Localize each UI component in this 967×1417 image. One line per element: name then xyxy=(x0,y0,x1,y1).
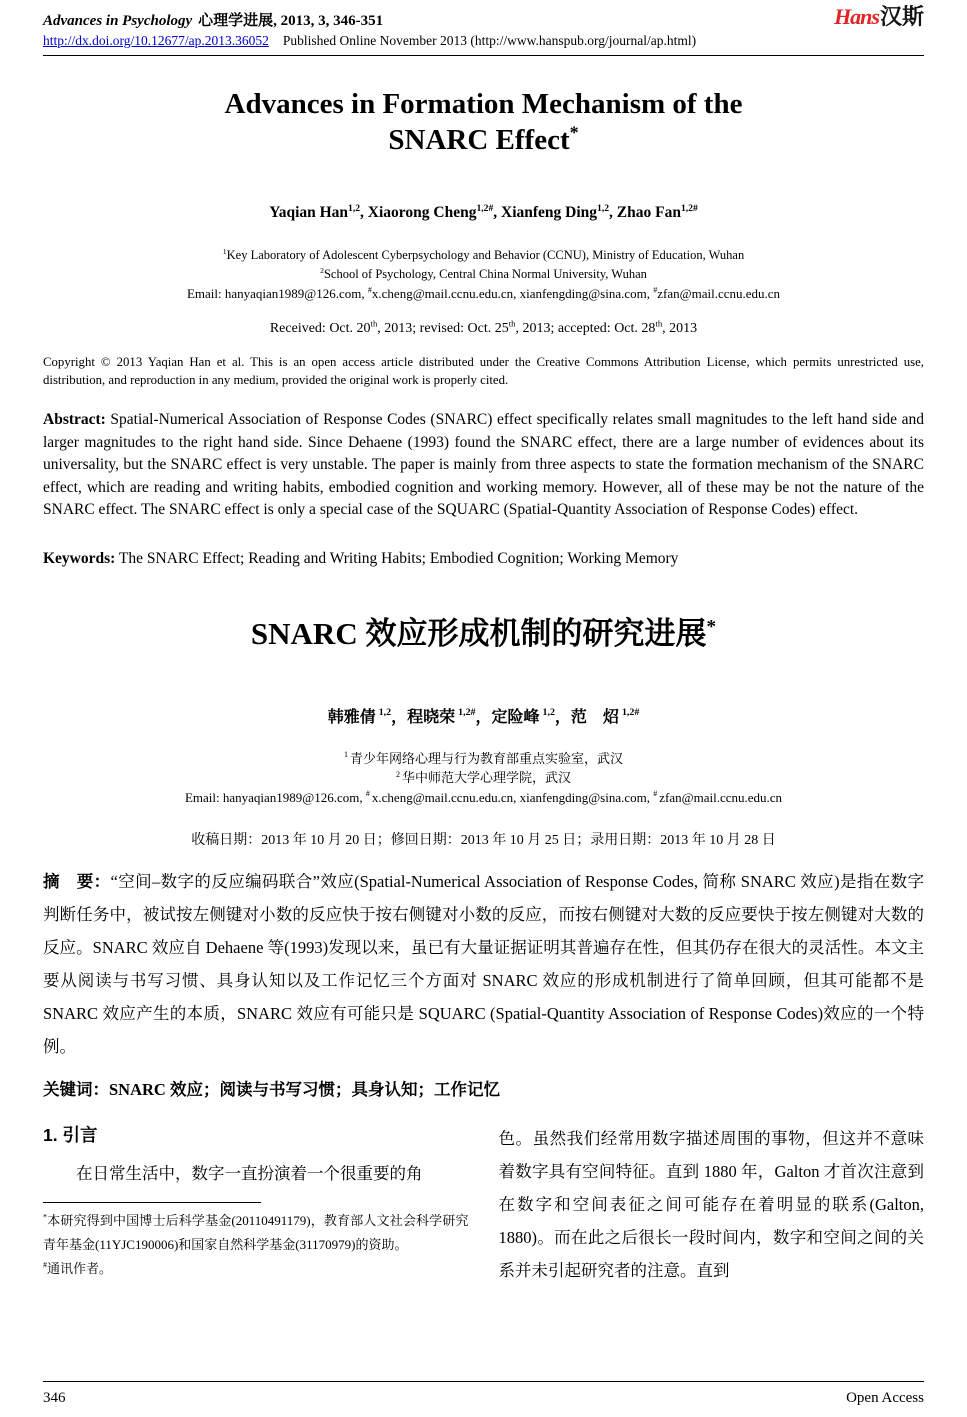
footnote-block xyxy=(43,1202,469,1281)
author-en-1: Yaqian Han xyxy=(269,204,349,221)
title-en-footnote-mark: * xyxy=(569,122,579,143)
left-column xyxy=(43,1122,469,1287)
author-cn-2-sup: 1,2# xyxy=(458,707,476,719)
author-cn-2: 程晓荣 xyxy=(407,708,456,726)
author-en-4-sup: 1,2# xyxy=(680,202,698,214)
keywords-cn xyxy=(43,1073,924,1106)
abstract-en xyxy=(43,409,924,522)
affiliation-cn-1 xyxy=(43,749,924,769)
affil-cn-2-sup: 2 xyxy=(395,769,400,779)
abstract-text-cn: “空间–数字的反应编码联合”效应(Spatial-Numerical Association of Response Codes, 简称 SNARC 效应)是指在数字判断任务中，被试按左侧键对小数的反应快于按右侧键对小数的反应，而按右侧键对大数的反应要快于按左侧键对大数的反应。SNARC 效应自 Dehaene 等(1993)发现以来，虽已有大量证据证明其普遍存在性，但其仍存在很大的灵活性。本文主要从阅读与书写习惯、具身认知以及工作记忆三个方面对 SNARC 效应的形成机制进行了简单回顾，但其可能都不是 SNARC 效应产生的本质，SNARC 效应有可能只是 SQUARC (Spatial-Quantity Association of Response Codes)效应的一个特例。 xyxy=(43,872,924,1056)
affil-1-sup: 1 xyxy=(222,246,227,256)
author-cn-1: 韩雅倩 xyxy=(327,708,376,726)
footnote-corresponding xyxy=(43,1257,469,1281)
page-number: 346 xyxy=(43,1390,66,1406)
author-en-1-sup: 1,2 xyxy=(348,202,361,214)
left-column-paragraph: 在日常生活中，数字一直扮演着一个很重要的角 xyxy=(76,1164,423,1183)
hans-logo-en: Hans xyxy=(834,4,879,29)
publisher-logo xyxy=(834,5,924,29)
received-seg: , 2013; revised: Oct. 25 xyxy=(377,321,509,336)
keywords-label-cn: 关键词： xyxy=(43,1080,109,1099)
email-line-cn xyxy=(43,788,924,808)
email-part-1: Email: hanyaqian1989@126.com, xyxy=(186,286,368,301)
author-sep: , xyxy=(493,204,502,221)
email-line-en xyxy=(43,284,924,303)
author-sep: , xyxy=(360,204,368,221)
body-columns xyxy=(43,1122,924,1287)
header-row-2 xyxy=(43,33,924,49)
journal-header xyxy=(43,0,924,56)
received-seg: Received: Oct. 20 xyxy=(269,321,371,336)
affil-cn-1-text: 青少年网络心理与行为教育部重点实验室，武汉 xyxy=(350,750,624,766)
affil-2-sup: 2 xyxy=(320,265,324,275)
author-sep: ， xyxy=(475,708,492,726)
footnote-funding-text: 本研究得到中国博士后科学基金(20110491179)，教育部人文社会科学研究青年基金(11YJC190006)和国家自然科学基金(31170979)的资助。 xyxy=(43,1213,469,1252)
affil-cn-2-text: 华中师范大学心理学院，武汉 xyxy=(402,770,572,785)
footnote-corresponding-text: 通讯作者。 xyxy=(47,1261,113,1276)
email-part-2: x.cheng@mail.ccnu.edu.cn, xianfengding@sina.com, xyxy=(371,286,654,301)
journal-info xyxy=(43,5,383,30)
right-column xyxy=(499,1122,925,1287)
keywords-en xyxy=(43,548,924,570)
journal-issue: 心理学进展, 2013, 3, 346-351 xyxy=(198,13,384,29)
abstract-cn xyxy=(43,865,924,1063)
email-part-3: zfan@mail.ccnu.edu.cn xyxy=(659,789,783,805)
received-line-en xyxy=(43,318,924,337)
copyright-notice: Copyright © 2013 Yaqian Han et al. This is an open access article distributed under the Creative Commons Attribution License, which permits unrestricted use, distribution, and reproduction in any medium, provided the original work is properly cited. xyxy=(43,355,924,387)
footnote-divider xyxy=(43,1202,261,1203)
keywords-text-en: The SNARC Effect; Reading and Writing Habits; Embodied Cognition; Working Memory xyxy=(115,549,679,567)
title-en-line1: Advances in Formation Mechanism of the xyxy=(224,88,743,120)
abstract-label-cn: 摘 要： xyxy=(43,872,111,891)
author-cn-4: 范 炤 xyxy=(570,708,619,726)
author-en-2-sup: 1,2# xyxy=(476,202,494,214)
affiliation-cn-2 xyxy=(43,768,924,788)
author-sep: ， xyxy=(554,708,571,726)
hans-logo-cn: 汉斯 xyxy=(879,4,924,29)
author-en-2: Xiaorong Cheng xyxy=(367,204,477,221)
footnote-asterisk: * xyxy=(43,1212,48,1222)
keywords-text-cn: SNARC 效应；阅读与书写习惯；具身认知；工作记忆 xyxy=(109,1080,500,1099)
author-cn-3: 定险峰 xyxy=(491,708,540,726)
email-part-3: zfan@mail.ccnu.edu.cn xyxy=(657,286,781,301)
email-hash-2: # xyxy=(653,789,658,799)
received-seg: , 2013; accepted: Oct. 28 xyxy=(515,321,656,336)
author-en-3: Xianfeng Ding xyxy=(501,204,598,221)
author-cn-3-sup: 1,2 xyxy=(542,707,555,719)
received-seg: , 2013 xyxy=(662,321,698,336)
affiliation-en-1 xyxy=(43,246,924,265)
email-hash-1: # xyxy=(367,285,372,295)
author-cn-4-sup: 1,2# xyxy=(621,707,640,719)
author-sep: , xyxy=(609,204,617,221)
received-sup: th xyxy=(508,318,516,329)
affiliation-en-2 xyxy=(43,265,924,284)
title-en-line2: SNARC Effect xyxy=(388,124,570,156)
affil-2-text: School of Psychology, Central China Normal University, Wuhan xyxy=(323,267,647,281)
published-info: Published Online November 2013 (http://www.hanspub.org/journal/ap.html) xyxy=(282,33,697,48)
author-sep: ， xyxy=(391,708,408,726)
email-part-2: x.cheng@mail.ccnu.edu.cn, xianfengding@sina.com, xyxy=(371,789,654,805)
author-en-4: Zhao Fan xyxy=(616,204,681,221)
authors-en xyxy=(43,204,924,222)
affil-1-text: Key Laboratory of Adolescent Cyberpsychology and Behavior (CCNU), Ministry of Education, Wuhan xyxy=(226,248,745,262)
received-sup: th xyxy=(370,318,378,329)
affiliations-cn xyxy=(43,749,924,808)
email-part-1: Email: hanyaqian1989@126.com, xyxy=(184,789,366,805)
author-en-3-sup: 1,2 xyxy=(597,202,610,214)
article-title-cn xyxy=(43,614,924,654)
authors-cn xyxy=(43,704,924,727)
affiliations-en xyxy=(43,246,924,303)
open-access-label: Open Access xyxy=(846,1390,924,1406)
header-row-1 xyxy=(43,0,924,30)
title-cn-footnote-mark: * xyxy=(706,616,717,638)
affil-cn-1-sup: 1 xyxy=(343,750,348,760)
abstract-text-en: Spatial-Numerical Association of Response Codes (SNARC) effect specifically relates small magnitudes to the left hand side and larger magnitudes to the right hand side. Since Dehaene (1993) found the SNARC effect, there are a large number of evidences about its universality, but the SNARC effect is very unstable. The paper is mainly from three aspects to state the formation mechanism of the SNARC effect, which are reading and writing habits, embodied cognition and working memory. However, all of these may be not the nature of the SNARC effect. The SNARC effect is only a special case of the SQUARC (Spatial-Quantity Association of Response Codes) effect. xyxy=(43,411,924,518)
email-hash-2: # xyxy=(653,285,658,295)
doi-link[interactable]: http://dx.doi.org/10.12677/ap.2013.36052 xyxy=(43,33,269,48)
email-hash-1: # xyxy=(365,789,370,799)
footnote-funding xyxy=(43,1209,469,1257)
author-cn-1-sup: 1,2 xyxy=(378,707,392,719)
received-line-cn: 收稿日期：2013 年 10 月 20 日；修回日期：2013 年 10 月 25 日；录用日期：2013 年 10 月 28 日 xyxy=(191,833,776,848)
journal-name: Advances in Psychology xyxy=(43,13,193,29)
page-footer xyxy=(43,1381,924,1407)
article-title-en xyxy=(43,86,924,158)
keywords-label-en: Keywords: xyxy=(43,549,116,567)
footnote-hash: # xyxy=(43,1260,48,1270)
title-cn-text: SNARC 效应形成机制的研究进展 xyxy=(250,615,707,651)
section-1-heading: 1. 引言 xyxy=(43,1125,98,1145)
abstract-label-en: Abstract: xyxy=(43,411,106,428)
header-divider xyxy=(43,55,924,56)
received-sup: th xyxy=(655,318,663,329)
right-column-paragraph: 色。虽然我们经常用数字描述周围的事物，但这并不意味着数字具有空间特征。直到 1880 年，Galton 才首次注意到在数字和空间表征之间可能存在着明显的联系(Galton, 1880)。而在此之后很长一段时间内，数字和空间之间的关系并未引起研究者的注意。直到 xyxy=(498,1129,924,1280)
